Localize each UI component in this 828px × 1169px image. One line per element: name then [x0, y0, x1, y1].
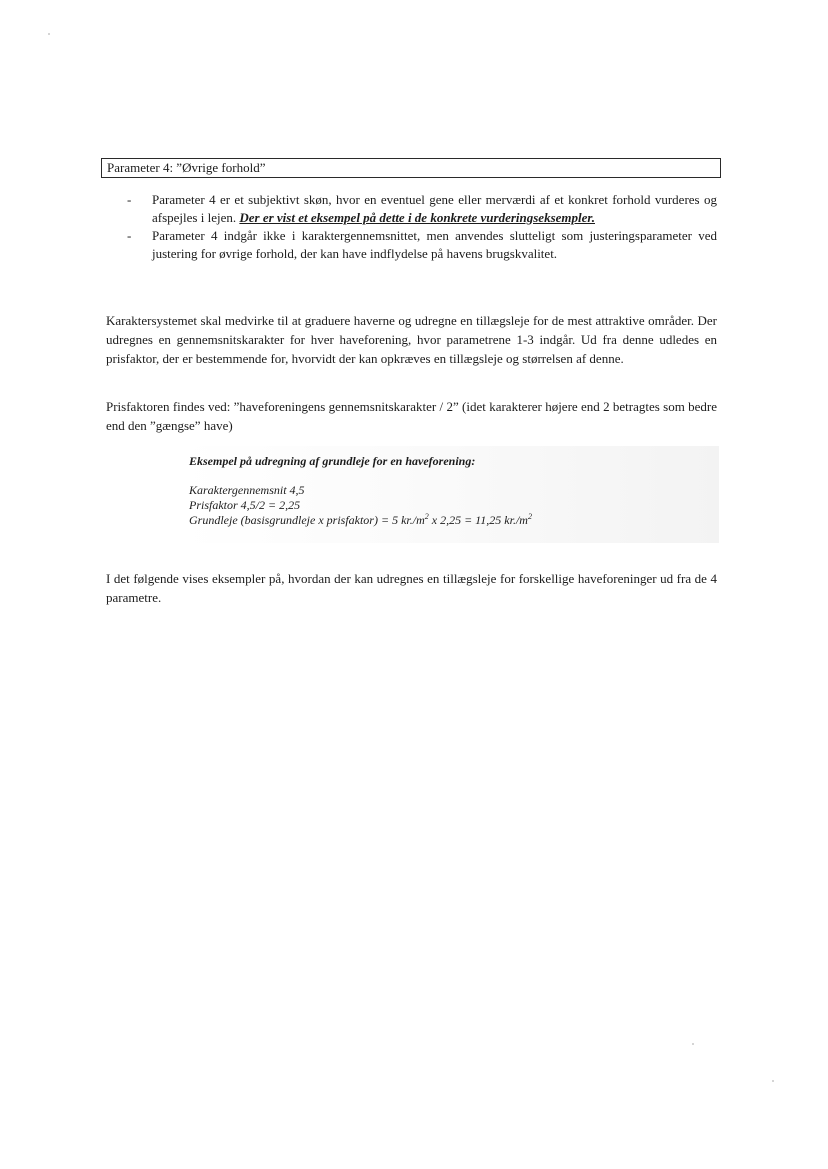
parameter-heading-box	[101, 158, 721, 178]
example-title: Eksempel på udregning af grundleje for en haveforening:	[189, 454, 476, 468]
bullet-text: Parameter 4 indgår ikke i karaktergennemsnittet, men anvendes slutteligt som justeringsparameter ved justering for øvrige forhold, der kan have indflydelse på havens brugskvalitet.	[152, 228, 717, 261]
scan-speck	[692, 1043, 694, 1045]
example-box	[181, 446, 719, 543]
bullet-text: Parameter 4 er et subjektivt skøn, hvor en eventuel gene eller merværdi af et konkret forhold vurderes og afspejles i lejen.	[152, 192, 717, 225]
bullet-list	[127, 191, 717, 263]
bullet-emphasis: Der er vist et eksempel på dette i de konkrete vurderingseksempler.	[239, 210, 595, 225]
superscript-square: 2	[527, 512, 532, 521]
paragraph-examples-intro: I det følgende vises eksempler på, hvordan der kan udregnes en tillægsleje for forskellige haveforeninger ud fra de 4 parametre.	[106, 571, 717, 605]
example-lines	[189, 483, 532, 528]
list-item	[127, 227, 717, 263]
paragraph-karaktersystem: Karaktersystemet skal medvirke til at graduere haverne og udregne en tillægsleje for de mest attraktive områder. Der udregnes en gennemsnitskarakter for hver haveforening, hvor parametrene 1-3 indgår. Ud fra denne udledes en prisfaktor, der er bestemmende for, hvorvidt der kan opkræves en tillægsleje og størrelsen af denne.	[106, 313, 717, 366]
list-item	[127, 191, 717, 227]
example-line-pricefactor: Prisfaktor 4,5/2 = 2,25	[189, 498, 301, 512]
bullet-dash: -	[127, 228, 132, 243]
example-line-average: Karaktergennemsnit 4,5	[189, 483, 305, 497]
paragraph-prisfaktor: Prisfaktoren findes ved: ”haveforeningens gennemsnitskarakter / 2” (idet karakterer højere end 2 betragtes som bedre end den ”gængse” have)	[106, 399, 717, 433]
scan-speck	[48, 33, 50, 35]
groundrent-part-a: Grundleje (basisgrundleje x prisfaktor) = 5 kr./m	[189, 513, 425, 527]
example-line-groundrent	[189, 513, 532, 528]
parameter-heading: Parameter 4: ”Øvrige forhold”	[107, 160, 266, 175]
groundrent-part-b: x 2,25 = 11,25 kr./m	[428, 513, 528, 527]
scan-speck	[772, 1080, 774, 1082]
superscript-square: 2	[424, 512, 429, 521]
bullet-dash: -	[127, 192, 132, 207]
